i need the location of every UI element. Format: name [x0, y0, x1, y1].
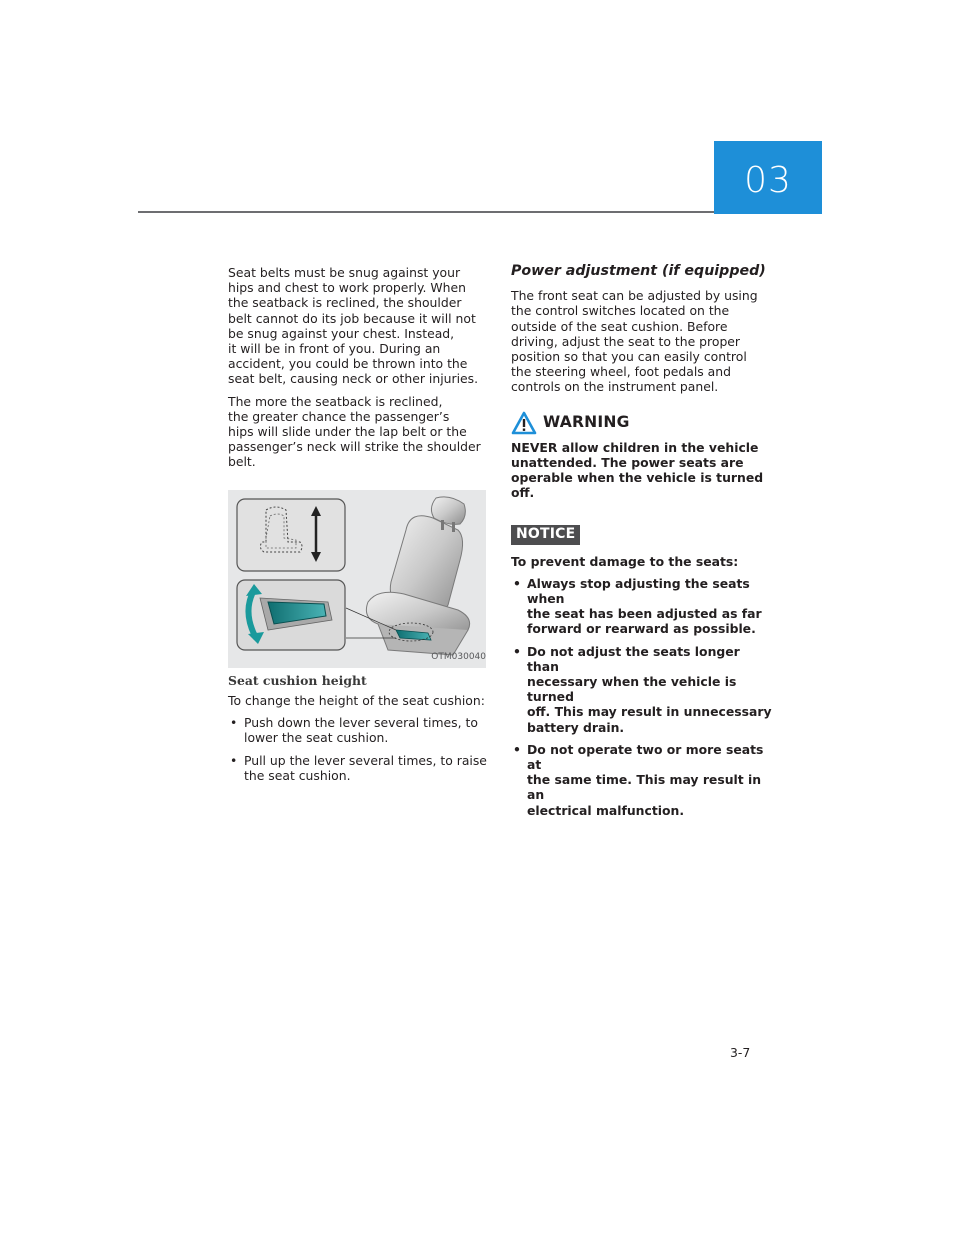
list-item: • Do not adjust the seats longer than necessary when the vehicle is turned off. This may result in unnecessary battery drain.	[513, 643, 772, 735]
notice-intro: To prevent damage to the seats:	[511, 553, 739, 569]
left-column	[228, 265, 490, 790]
warning-text: NEVER allow children in the vehicle unattended. The power seats are operable when the vehicle is turned off.	[511, 439, 764, 501]
seat-cushion-figure	[228, 490, 486, 668]
chapter-tab: 03	[714, 141, 822, 214]
page-number: 3-7	[730, 1045, 751, 1060]
seatback-paragraph-2: The more the seatback is reclined, the greater chance the passenger’s hips will slide under the lap belt or the passenger’s neck will strike the shoulder belt.	[228, 393, 481, 470]
list-item: • Push down the lever several times, to lower the seat cushion.	[230, 715, 478, 746]
cushion-intro: To change the height of the seat cushion:	[228, 693, 485, 709]
warning-header	[511, 411, 773, 435]
notice-badge: NOTICE	[511, 525, 580, 544]
notice-bullet-list	[511, 576, 773, 818]
list-item: • Pull up the lever several times, to raise the seat cushion.	[230, 752, 487, 783]
power-adjust-paragraph: The front seat can be adjusted by using the control switches located on the outside of the seat cushion. Before driving, adjust the seat to the proper position so that you can easily control the steering wheel, foot pedals and controls on the instrument panel.	[511, 288, 758, 395]
right-column	[511, 264, 773, 825]
section-heading: Power adjustment (if equipped)	[511, 263, 766, 279]
list-item: • Do not operate two or more seats at the same time. This may result in an electrical malfunction.	[513, 741, 764, 818]
seatback-paragraph-1: Seat belts must be snug against your hips and chest to work properly. When the seatback is reclined, the shoulder belt cannot do its job because it will not be snug against your chest. Instead, it will be in front of you. During an accident, you could be thrown into the seat belt, causing neck or other injuries.	[228, 265, 479, 387]
header-rule	[138, 211, 714, 213]
list-item: • Always stop adjusting the seats when the seat has been adjusted as far forward or rearward as possible.	[513, 575, 762, 637]
cushion-bullet-list	[228, 715, 490, 783]
figure-code: OTM030040	[431, 651, 486, 662]
warning-label: WARNING	[543, 413, 630, 432]
figure-caption: Seat cushion height	[228, 672, 367, 688]
warning-icon	[511, 411, 537, 435]
seat-illustration	[228, 490, 486, 668]
